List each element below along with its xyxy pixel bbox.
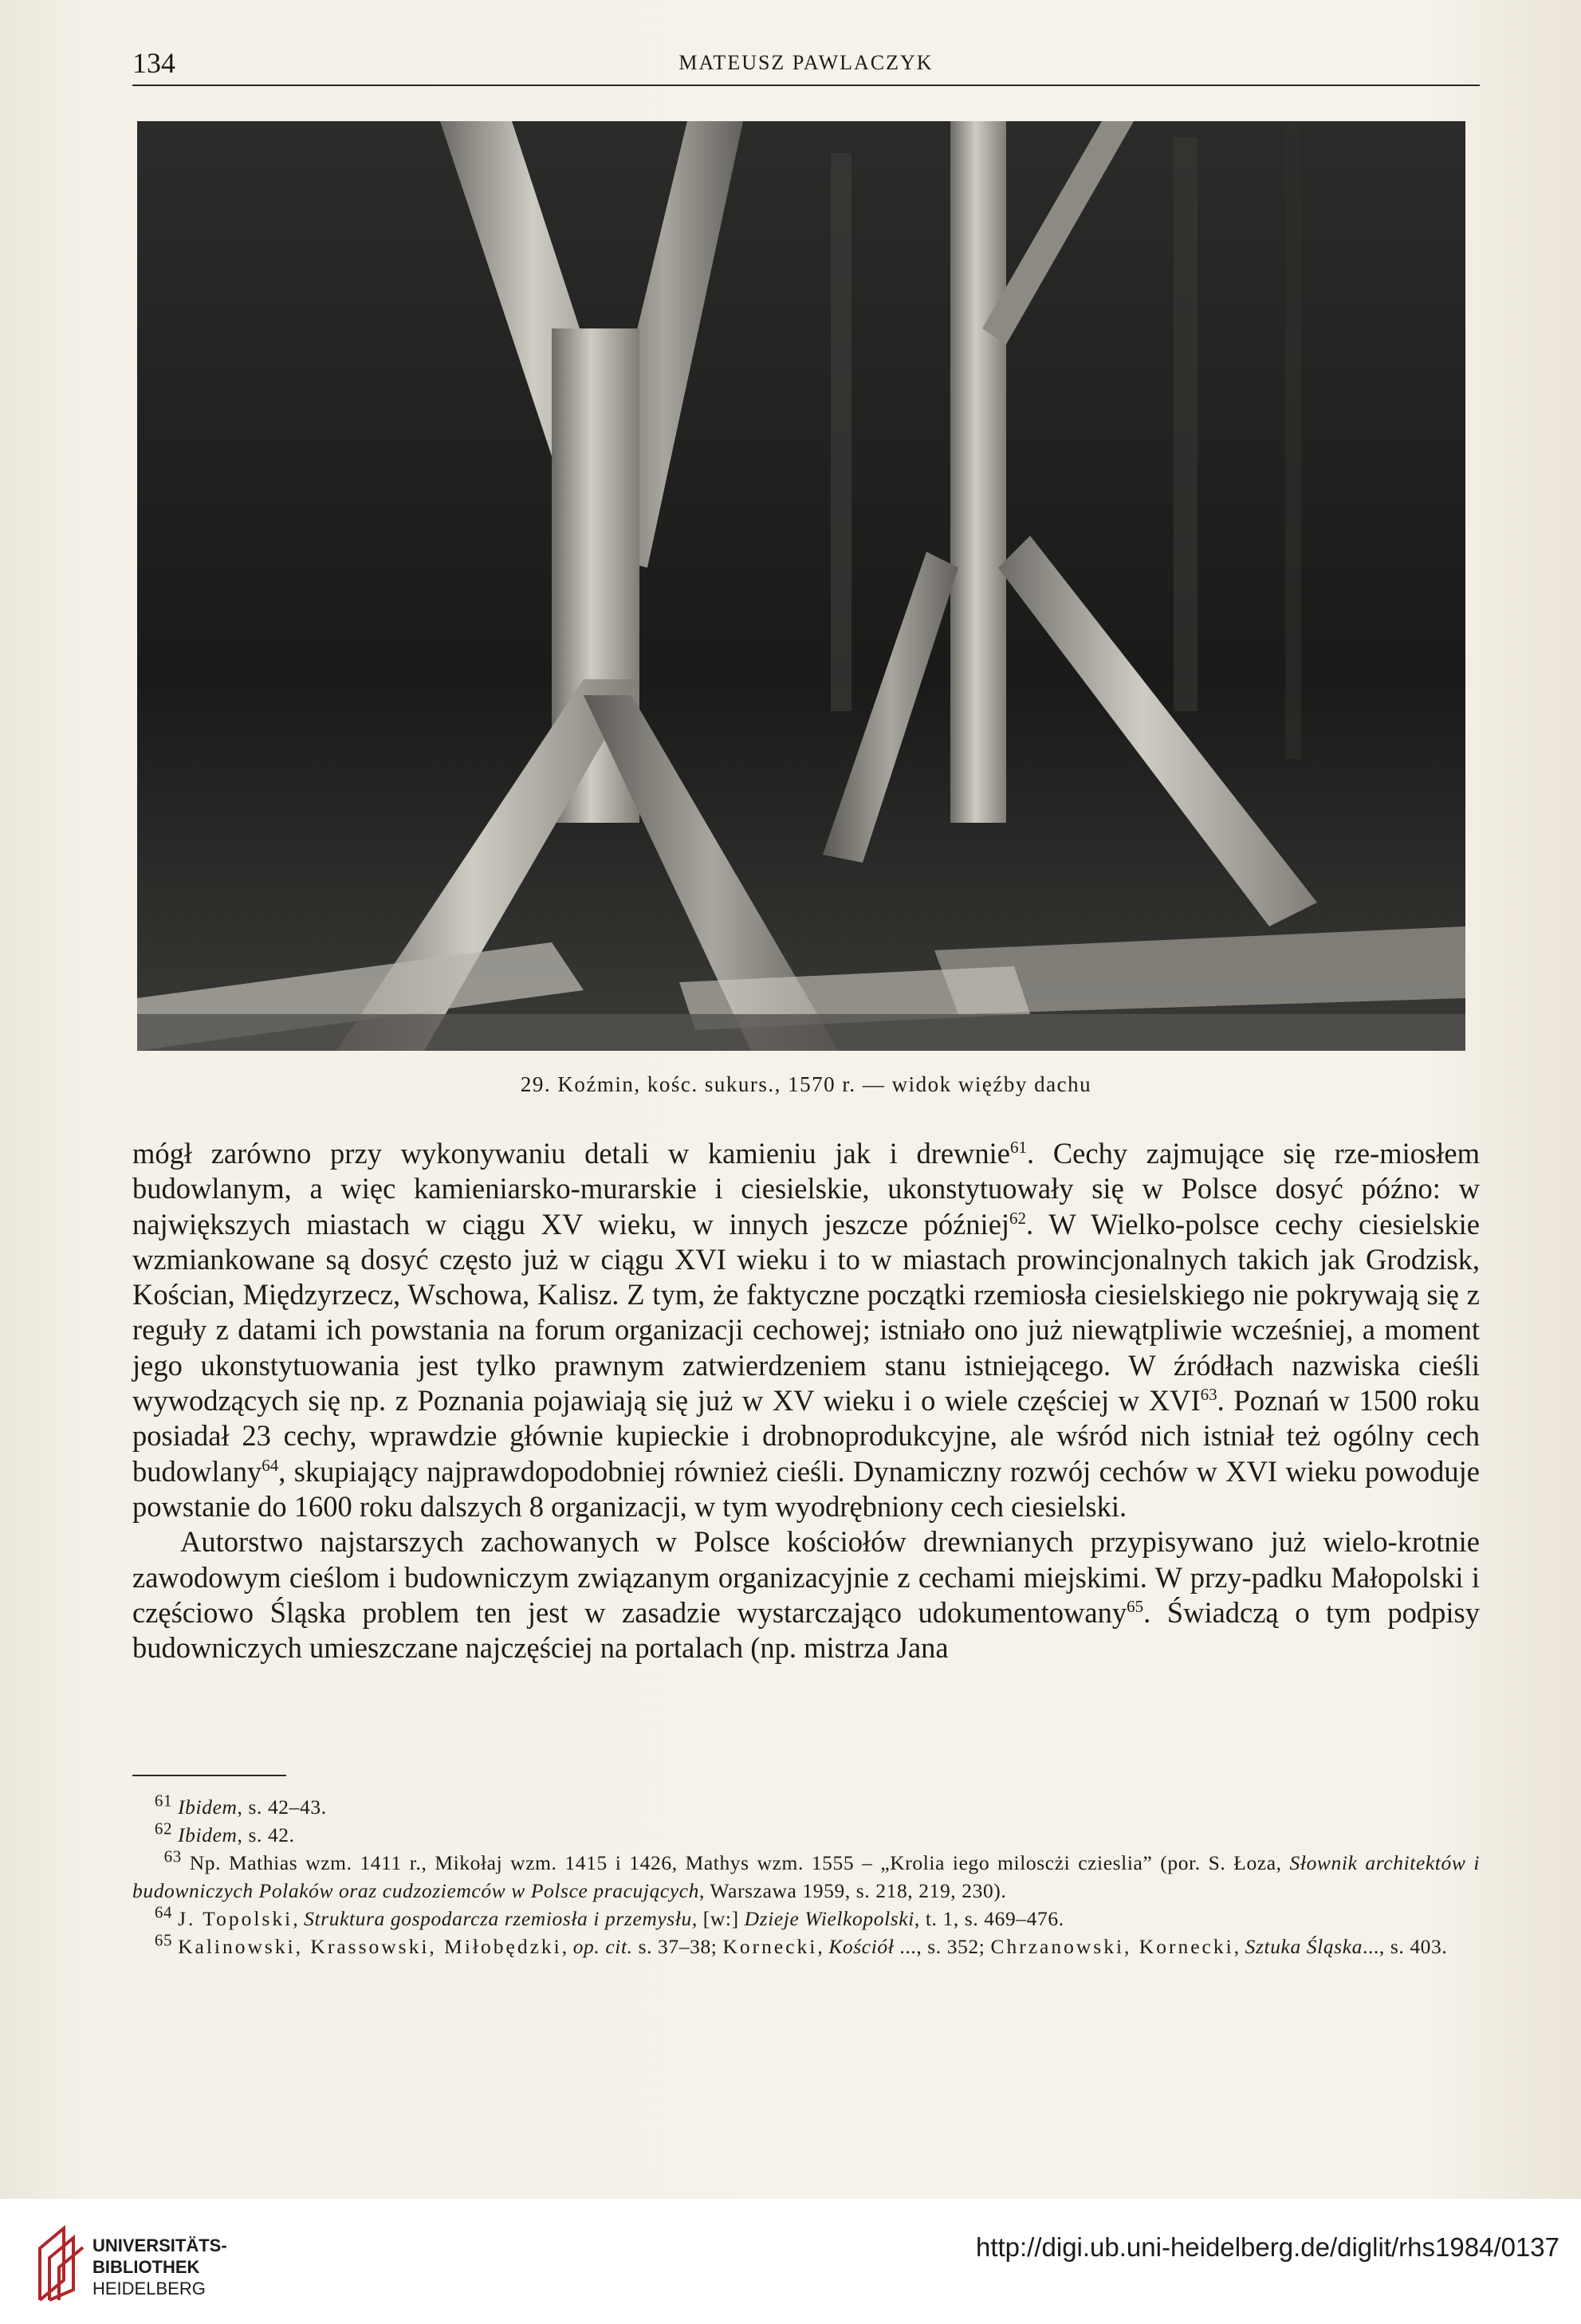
footnote-ref-61[interactable]: 61 bbox=[1010, 1137, 1028, 1157]
footnote-ref-62[interactable]: 62 bbox=[1009, 1208, 1027, 1228]
footnote-author: Kornecki bbox=[722, 1935, 818, 1958]
footnote-ref-text: Ibidem bbox=[178, 1823, 238, 1846]
footnote-text: s. 37–38; bbox=[632, 1935, 723, 1958]
footnote-ref-65[interactable]: 65 bbox=[1127, 1596, 1144, 1616]
footnote-65 bbox=[132, 1930, 1480, 1960]
footnote-text: ..., s. 352; bbox=[894, 1935, 991, 1958]
text-run: . Cechy zajmujące się rze-miosłem budowlanym, a więc kamieniarsko-murarskie i ciesielskie, ukonstytuowały się w Polsce dosyć późno: w największych miastach w ciągu XV wieku, w innych jeszcze później bbox=[132, 1137, 1480, 1241]
body-text bbox=[132, 1136, 1480, 1665]
running-head: MATEUSZ PAWLACZYK bbox=[678, 51, 934, 74]
paragraph-2 bbox=[132, 1524, 1480, 1665]
footnote-author: J. Topolski bbox=[178, 1907, 293, 1930]
footnote-author: Kalinowski, Krassowski, Miłobędzki bbox=[178, 1935, 562, 1958]
footnote-ref-64[interactable]: 64 bbox=[262, 1455, 279, 1475]
footnote-61 bbox=[132, 1793, 1480, 1821]
footnote-text: ..., s. 403. bbox=[1362, 1935, 1448, 1958]
footnote-title: Sztuka Śląska bbox=[1245, 1935, 1363, 1958]
roof-truss-illustration bbox=[137, 121, 1465, 1051]
footnote-63 bbox=[132, 1846, 1481, 1905]
page-header bbox=[132, 46, 1480, 86]
footnote-ref-63[interactable]: 63 bbox=[1200, 1384, 1217, 1404]
footnote-author: Chrzanowski, Kornecki bbox=[990, 1935, 1234, 1958]
header-rule bbox=[132, 85, 1480, 86]
figure-caption: 29. Koźmin, kośc. sukurs., 1570 r. — widok więźby dachu bbox=[520, 1072, 1092, 1096]
library-name-line: UNIVERSITÄTS- bbox=[92, 2236, 227, 2255]
footnote-text: , s. 42–43. bbox=[237, 1795, 327, 1819]
text-run: . Poznań w 1500 roku posiadał 23 cechy, wprawdzie głównie kupieckie i drobnoprodukcyjne, ale wśród nich istniał też ogólny cech budowlany bbox=[132, 1384, 1480, 1488]
footnote-text: , s. 42. bbox=[237, 1823, 295, 1846]
page-number: 134 bbox=[132, 47, 175, 79]
source-url-link[interactable]: http://digi.ub.uni-heidelberg.de/diglit/rhs1984/0137 bbox=[975, 2232, 1559, 2262]
footnote-number: 62 bbox=[154, 1819, 173, 1838]
footnote-text: , t. 1, s. 469–476. bbox=[914, 1907, 1064, 1930]
library-name-line: HEIDELBERG bbox=[92, 2279, 206, 2298]
footnotes bbox=[132, 1793, 1480, 1960]
footnote-text: , bbox=[817, 1935, 829, 1958]
footnote-number: 64 bbox=[154, 1902, 173, 1922]
footnote-number: 61 bbox=[154, 1791, 173, 1811]
footnote-ref-text: Ibidem bbox=[178, 1795, 238, 1819]
library-logo-icon bbox=[32, 2224, 92, 2304]
footnote-text: , bbox=[1233, 1935, 1245, 1958]
footnote-separator bbox=[132, 1775, 286, 1776]
library-name-line: BIBLIOTHEK bbox=[92, 2257, 200, 2277]
footnote-title: Struktura gospodarcza rzemiosła i przemysłu bbox=[304, 1907, 692, 1930]
footnote-title: Słownik architektów i budowniczych Polaków oraz cudzoziemców w Polsce pracujących bbox=[132, 1851, 1481, 1902]
footnote-text: Np. Mathias wzm. 1411 r., Mikołaj wzm. 1415 i 1426, Mathys wzm. 1555 – „Krolia iego miloscżi czieslia” (por. S. Łoza, bbox=[189, 1851, 1290, 1874]
figure-photo-roof-truss bbox=[137, 121, 1465, 1051]
footnote-number: 65 bbox=[154, 1930, 173, 1950]
paragraph-1 bbox=[132, 1136, 1480, 1524]
footnote-text: , bbox=[561, 1935, 573, 1958]
footnote-62 bbox=[132, 1821, 1480, 1849]
footnote-title: Kościół bbox=[828, 1935, 895, 1958]
footnote-number: 63 bbox=[163, 1846, 182, 1866]
text-run: . W Wielko-polsce cechy ciesielskie wzmiankowane są dosyć często już w ciągu XVI wieku i to w miastach prowincjonalnych takich jak Grodzisk, Kościan, Międzyrzecz, Wschowa, Kalisz. Z tym, że faktyczne początki rzemiosła ciesielskiego nie pokrywają się z reguły z datami ich powstania na forum organizacji cechowej; istniało ono już niewątpliwie wcześniej, a moment jego ukonstytuowania jest tylko prawnym zatwierdzeniem stanu istniejącego. W źródłach nazwiska cieśli wywodzących się np. z Poznania pojawiają się już w XV wieku i o wiele częściej w XVI bbox=[132, 1207, 1480, 1418]
footnote-title: op. cit. bbox=[572, 1935, 633, 1958]
text-run: mógł zarówno przy wykonywaniu detali w kamieniu jak i drewnie bbox=[132, 1137, 1011, 1170]
text-run: Autorstwo najstarszych zachowanych w Polsce kościołów drewnianych przypisywano już wielo-krotnie zawodowym cieślom i budowniczym związanym organizacyjnie z cechami miejskimi. W przy-padku Małopolski i częściowo Śląska problem ten jest w zasadzie wystarczająco udokumentowany bbox=[132, 1525, 1480, 1629]
footnote-text: , Warszawa 1959, s. 218, 219, 230). bbox=[699, 1879, 1007, 1902]
footnote-64 bbox=[132, 1902, 1480, 1933]
footnote-text: , [w:] bbox=[691, 1907, 745, 1930]
text-run: , skupiający najprawdopodobniej również cieśli. Dynamiczny rozwój cechów w XVI wieku powoduje powstanie do 1600 roku dalszych 8 organizacji, w tym wyodrębniony cech ciesielski. bbox=[132, 1454, 1480, 1523]
footnote-title: Dzieje Wielkopolski bbox=[744, 1907, 914, 1930]
library-name bbox=[92, 2235, 227, 2299]
text-run: . Świadczą o tym podpisy budowniczych umieszczane najczęściej na portalach (np. mistrza Jana bbox=[132, 1595, 1481, 1665]
footnote-text: , bbox=[293, 1907, 305, 1930]
